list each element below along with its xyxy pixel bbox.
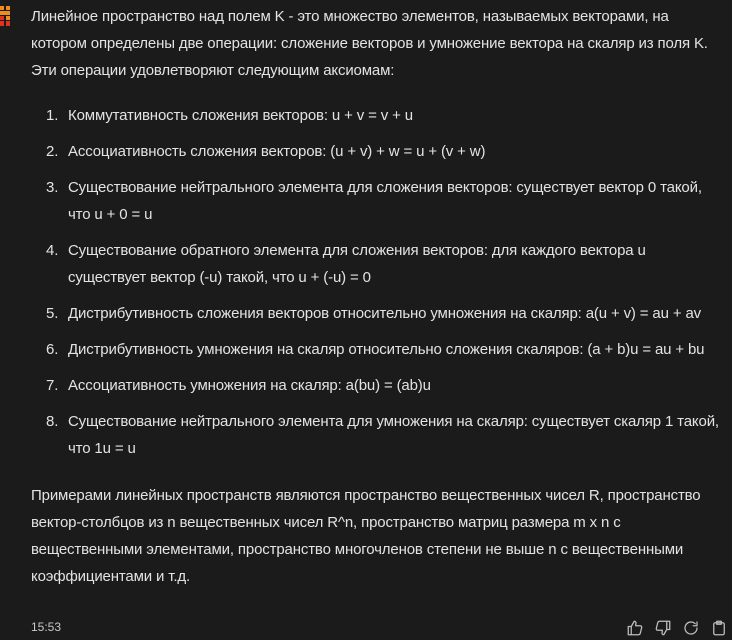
list-item-text: Коммутативность сложения векторов: u + v = v + u <box>68 107 413 124</box>
list-item-text: Ассоциативность сложения векторов: (u + v) + w = u + (v + w) <box>68 143 486 160</box>
thumbs-down-icon[interactable] <box>654 619 672 637</box>
list-item-number: 8. <box>46 413 59 430</box>
axioms-list <box>31 102 725 462</box>
list-item <box>31 174 725 228</box>
list-item-number: 1. <box>46 107 59 124</box>
list-item <box>31 300 725 327</box>
list-item <box>31 372 725 399</box>
list-item <box>31 336 725 363</box>
message-actions <box>626 619 728 637</box>
regenerate-icon[interactable] <box>682 619 700 637</box>
assistant-message <box>31 3 725 590</box>
list-item-number: 6. <box>46 341 59 358</box>
list-item-number: 4. <box>46 242 59 259</box>
thumbs-up-icon[interactable] <box>626 619 644 637</box>
message-outro: Примерами линейных пространств являются пространство вещественных чисел R, пространство вектор-столбцов из n вещественных чисел R^n, пространство матриц размера m x n с вещественными элементами, пространство многочленов степени не выше n с вещественными коэффициентами и т.д. <box>31 487 701 585</box>
assistant-avatar-icon <box>0 6 10 26</box>
copy-icon[interactable] <box>710 619 728 637</box>
message-footer <box>31 616 732 640</box>
list-item-text: Существование нейтрального элемента для сложения векторов: существует вектор 0 такой, что u + 0 = u <box>68 179 702 223</box>
list-item-text: Дистрибутивность умножения на скаляр относительно сложения скаляров: (a + b)u = au + bu <box>68 341 705 358</box>
list-item-text: Существование нейтрального элемента для умножения на скаляр: существует скаляр 1 такой, что 1u = u <box>68 413 719 457</box>
list-item <box>31 102 725 129</box>
list-item-number: 7. <box>46 377 59 394</box>
list-item-text: Существование обратного элемента для сложения векторов: для каждого вектора u существует вектор (-u) такой, что u + (-u) = 0 <box>68 242 646 286</box>
message-intro: Линейное пространство над полем K - это множество элементов, называемых векторами, на котором определены две операции: сложение векторов и умножение вектора на скаляр из поля K. Эти операции удовлетворяют следующим аксиомам: <box>31 8 708 79</box>
list-item-number: 5. <box>46 305 59 322</box>
list-item <box>31 138 725 165</box>
message-timestamp: 15:53 <box>31 620 62 634</box>
list-item <box>31 237 725 291</box>
list-item-text: Дистрибутивность сложения векторов относительно умножения на скаляр: a(u + v) = au + av <box>68 305 701 322</box>
list-item-number: 2. <box>46 143 59 160</box>
list-item-text: Ассоциативность умножения на скаляр: a(bu) = (ab)u <box>68 377 431 394</box>
list-item <box>31 408 725 462</box>
list-item-number: 3. <box>46 179 59 196</box>
